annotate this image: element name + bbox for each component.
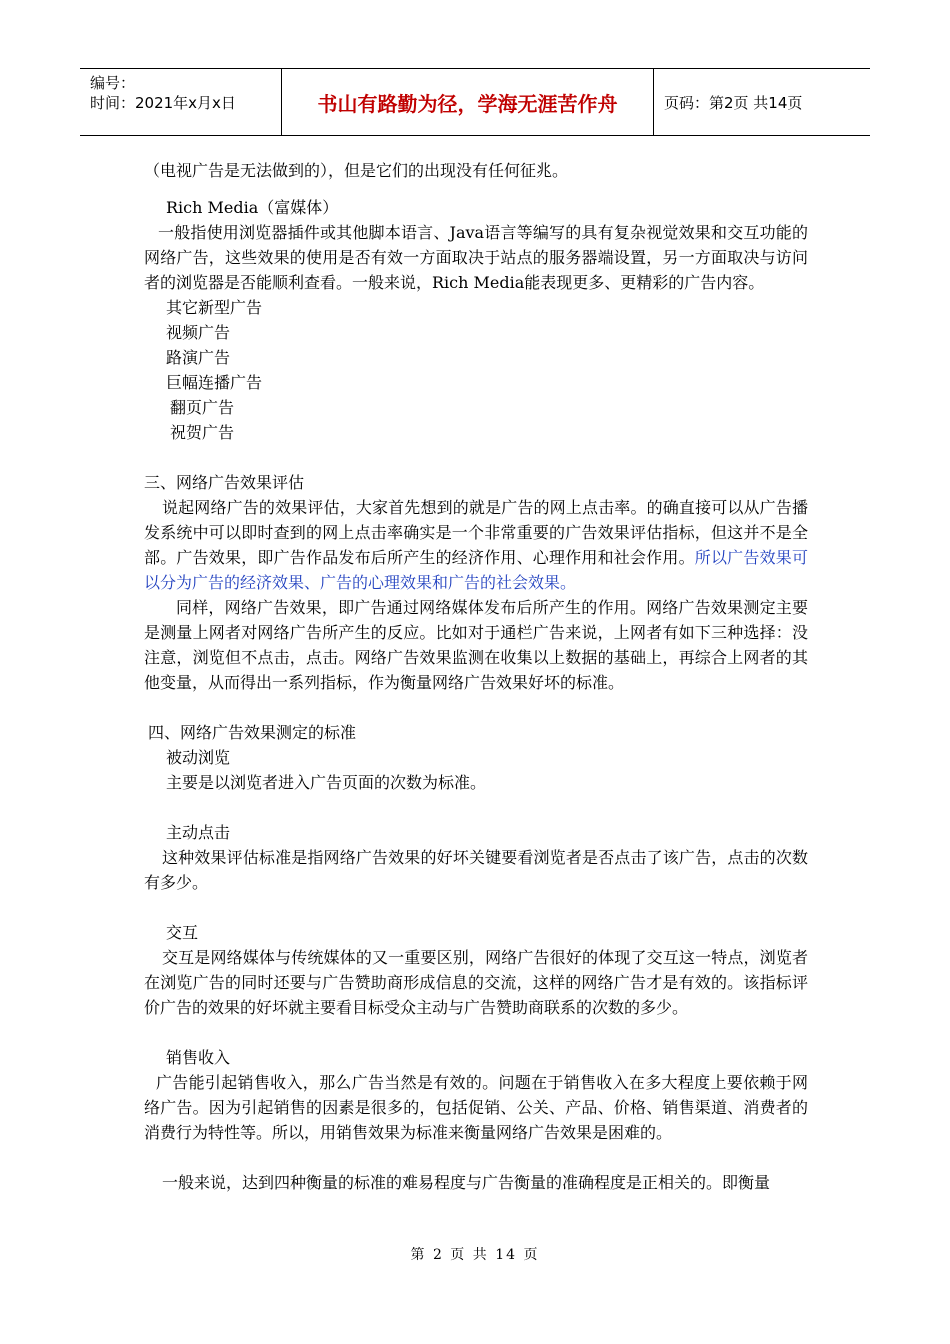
sales-heading: 销售收入 [166, 1048, 231, 1067]
active-click-heading: 主动点击 [166, 823, 231, 842]
list-item: 翻页广告 [170, 398, 235, 417]
page-footer: 第 2 页 共 14 页 [410, 1247, 540, 1263]
list-item: 其它新型广告 [166, 298, 263, 317]
list-item: 祝贺广告 [170, 423, 235, 442]
rich-media-paragraph: 一般指使用浏览器插件或其他脚本语言、Java语言等编写的具有复杂视觉效果和交互功能的网络广告，这些效果的使用是否有效一方面取决于站点的服务器端设置，另一方面取决与访问者的浏览器是否能顺利查看。一般来说，Rich Media能表现更多、更精彩的广告内容。 [144, 223, 808, 292]
section-3-paragraph-1-highlight: 所以广告效果可以分为广告的经济效果、广告的心理效果和广告的社会效果。 [144, 548, 808, 592]
header-date-label: 时间：2021年x月x日 [90, 94, 236, 112]
paragraph-intro: （电视广告是无法做到的），但是它们的出现没有任何征兆。 [144, 161, 569, 180]
sales-text: 广告能引起销售收入，那么广告当然是有效的。问题在于销售收入在多大程度上要依赖于网络广告。因为引起销售的因素是很多的，包括促销、公关、产品、价格、销售渠道、消费者的消费行为特性等。所以，用销售效果为标准来衡量网络广告效果是困难的。 [144, 1073, 808, 1142]
document-body [144, 158, 808, 1195]
header-meta [80, 69, 282, 135]
passive-browse-heading: 被动浏览 [166, 748, 231, 767]
header-page-label: 页码：第2页 共14页 [664, 93, 803, 112]
list-item: 视频广告 [166, 323, 231, 342]
section-3-paragraph-1 [144, 495, 808, 595]
header-motto: 书山有路勤为径，学海无涯苦作舟 [282, 69, 654, 135]
interaction-heading: 交互 [166, 923, 199, 942]
section-3-paragraph-1-main: 说起网络广告的效果评估，大家首先想到的就是广告的网上点击率。的确直接可以从广告播发系统中可以即时查到的网上点击率确实是一个非常重要的广告效果评估指标，但这并不是全部。广告效果，即广告作品发布后所产生的经济作用、心理作用和社会作用。 [144, 498, 808, 567]
passive-browse-text: 主要是以浏览者进入广告页面的次数为标准。 [166, 773, 487, 792]
list-item: 路演广告 [166, 348, 231, 367]
closing-text: 一般来说，达到四种衡量的标准的难易程度与广告衡量的准确程度是正相关的。即衡量 [162, 1173, 771, 1192]
page-header [80, 68, 870, 136]
header-number-label: 编号： [90, 74, 136, 92]
list-item: 巨幅连播广告 [166, 373, 263, 392]
rich-media-heading: Rich Media（富媒体） [166, 198, 339, 217]
active-click-text: 这种效果评估标准是指网络广告效果的好坏关键要看浏览者是否点击了该广告，点击的次数有多少。 [144, 848, 808, 892]
section-3-paragraph-2: 同样，网络广告效果，即广告通过网络媒体发布后所产生的作用。网络广告效果测定主要是测量上网者对网络广告所产生的反应。比如对于通栏广告来说，上网者有如下三种选择：没注意，浏览但不点击，点击。网络广告效果监测在收集以上数据的基础上，再综合上网者的其他变量，从而得出一系列指标，作为衡量网络广告效果好坏的标准。 [144, 598, 808, 692]
interaction-text: 交互是网络媒体与传统媒体的又一重要区别，网络广告很好的体现了交互这一特点，浏览者在浏览广告的同时还要与广告赞助商形成信息的交流，这样的网络广告才是有效的。该指标评价广告的效果的好坏就主要看目标受众主动与广告赞助商联系的次数的多少。 [144, 948, 808, 1017]
section-3-heading: 三、网络广告效果评估 [144, 473, 305, 492]
section-4-heading: 四、网络广告效果测定的标准 [148, 723, 357, 742]
